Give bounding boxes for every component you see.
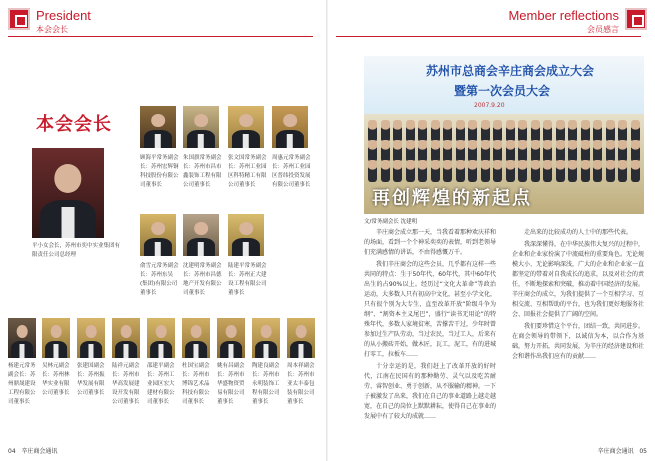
- right-header-cn: 会员感言: [587, 25, 619, 34]
- article-paragraph: 辛庄商会成立那一天，当我看着那种欢庆祥和的场面，看到一个个神采奕奕的表情，听到老领导们充满感情的讲话，不由得感慨万千。: [364, 229, 497, 256]
- article-column-left: [364, 228, 496, 424]
- vp-caption-16: 周本祥副会长：苏州市亚太丰泰包装有限公司董事长: [287, 363, 315, 405]
- vp-caption-13: 杜国宝副会长：苏州市博锦艺术品科技有限公司董事长: [182, 363, 210, 405]
- vp-caption-8: 杨建元常务副会长：苏州鼎晟建设工程有限公司董事长: [8, 363, 36, 405]
- vp-caption-3: 张文国常务副会长：苏州工业园区科特精工有限公司董事长: [228, 155, 267, 188]
- vp-caption-12: 邵建平副会长：苏州工业园区宏大建材有限公司董事长: [147, 363, 175, 405]
- group-photo-banner: [364, 56, 644, 214]
- vp-caption-14: 姚有昌副会长：苏州市华盛物资贸易有限公司董事长: [217, 363, 245, 405]
- vp-photo-6: [183, 214, 219, 256]
- left-footer-title: 辛庄商会通讯: [21, 448, 58, 455]
- banner-date: 2007.9.20: [474, 102, 505, 109]
- vp-caption-1: 顾海平常务副会长：苏州宏辉铜科技股份有限公司董事长: [140, 155, 179, 188]
- vp-photo-4: [272, 106, 308, 148]
- vp-photo-7: [228, 214, 264, 256]
- vp-caption-2: 朱国旗常务副会长：苏州市昌市鑫装饰工程有限公司董事长: [183, 155, 222, 188]
- right-header-en: Member reflections: [508, 8, 619, 23]
- vp-photo-3: [228, 106, 264, 148]
- left-header-en: President: [36, 8, 91, 23]
- vp-photo-12: [147, 318, 175, 358]
- vp-caption-11: 陆祥元副会长：苏州市华高发展建设开发有限公司董事长: [112, 363, 140, 405]
- president-caption: 平小女会长，苏州市奕中实业集团有限责任公司总经理: [32, 243, 121, 258]
- article-byline: 文/常务副会长 沈建明: [364, 219, 418, 225]
- vp-photo-15: [252, 318, 280, 358]
- left-header-rule: [8, 36, 313, 37]
- right-header: [336, 8, 647, 44]
- vp-photo-5: [140, 214, 176, 256]
- right-page-number: 05: [639, 448, 647, 455]
- vp-caption-7: 陆建平常务副会长：苏州正大建设工程有限公司董事长: [228, 263, 267, 296]
- vp-photo-10: [77, 318, 105, 358]
- vp-caption-4: 周惠元常务副会长：苏州工业园区普纬投资发展有限公司董事长: [272, 155, 311, 188]
- banner-line-1: 苏州市总商会辛庄商会成立大会: [426, 64, 595, 78]
- right-header-rule: [336, 36, 641, 37]
- vp-caption-9: 吴林元副会长：苏州林华实业有限公司董事长: [42, 363, 70, 396]
- vp-photo-14: [217, 318, 245, 358]
- vp-photo-9: [42, 318, 70, 358]
- right-footer-title: 辛庄商会通讯: [597, 448, 634, 455]
- vp-caption-5: 俞雪元常务副会长：苏州东吴(集团)有限公司董事长: [140, 263, 179, 296]
- association-logo-icon-right: [625, 8, 647, 30]
- left-page: [0, 0, 327, 461]
- article-paragraph: 我们要珍惜这个平台，团结一致，共同进步。在商会领导的带领下，以诚信为本，以合作为基础，努力开拓，共同发展，为辛庄的经济建设和社会和谐作出我们应有的贡献……: [512, 323, 645, 360]
- vp-photo-2: [183, 106, 219, 148]
- president-photo: [32, 148, 104, 238]
- crowd-row-1: [368, 120, 640, 142]
- article-title: 再创辉煌的新起点: [372, 188, 532, 209]
- left-footer: [8, 446, 57, 455]
- left-page-number: 04: [8, 448, 16, 455]
- vp-caption-15: 陶建良副会长：苏州市永明装饰工程有限公司董事长: [252, 363, 280, 405]
- vp-caption-6: 沈建明常务副会长：苏州市昌德地产开发有限公司董事长: [183, 263, 222, 296]
- article-paragraph: 我深深懂得，在中华民族伟大复兴的过程中，企业和企业家扮演了中流砥柱的重要角色。无论规模大小、无论影响深浅，广大的企业和企业家一直都坚定的带着对自我成长的追求，以及对社会的责任，不断地探索和突破，推动着中国经济的发展。辛庄商会的成立，为我们提供了一个互相学习、互相交流、互相帮助的平台，也为我们更好地服务社会、回报社会提供了广阔的空间。: [512, 241, 645, 318]
- section-title: 本会会长: [36, 114, 112, 135]
- banner-line-2: 暨第一次会员大会: [454, 84, 551, 98]
- article-paragraph: 我们辛庄商会的这些会员，几乎都有这样一些共同的特点：生于50年代、60年代，其中60年代出生的占90%以上。经历过“文化大革命”等政治运动，大多数人只有初高中文化，甚至小学文化，只有很个别为大专生，直至改革开放“阶级斗争为纲”、“割资本主义尾巴”，盛行“读书无用论”的特殊年代，多数人家境贫寒，苦撑苦干过，少年时曾参加过生产队劳动，当过农民，当过工人，后来有的从小搬砖开始，做木匠，瓦工，泥工，有的进城打零工，拉板车……: [364, 261, 497, 358]
- vp-photo-16: [287, 318, 315, 358]
- article-paragraph: 十分幸运的是，我们赶上了改革开放的好时代，江南在民国有的那种勤劳、灵气以及吃苦耐劳、睿智创业、勇于创新，从不服输的精神，一下子被激发了出来，我们在自己的事业道路上越走越宽，在自己的岗位上默默耕耘，使得自己在事业的发展中有了较大的成就……: [364, 363, 497, 420]
- vp-photo-13: [182, 318, 210, 358]
- article-paragraph: 走出来的比较成功的人士中的那些代表。: [524, 229, 633, 236]
- vp-photo-1: [140, 106, 176, 148]
- right-page: [328, 0, 655, 461]
- association-logo-icon: [8, 8, 30, 30]
- article-column-right: [512, 228, 644, 364]
- vp-photo-8: [8, 318, 36, 358]
- left-header: [8, 8, 319, 44]
- crowd-row-3: [368, 160, 640, 182]
- crowd-row-2: [368, 140, 640, 162]
- vp-caption-10: 张建国副会长：苏州振华发展有限公司董事长: [77, 363, 105, 396]
- left-header-cn: 本会会长: [36, 25, 68, 34]
- vp-photo-11: [112, 318, 140, 358]
- right-footer: [598, 446, 647, 455]
